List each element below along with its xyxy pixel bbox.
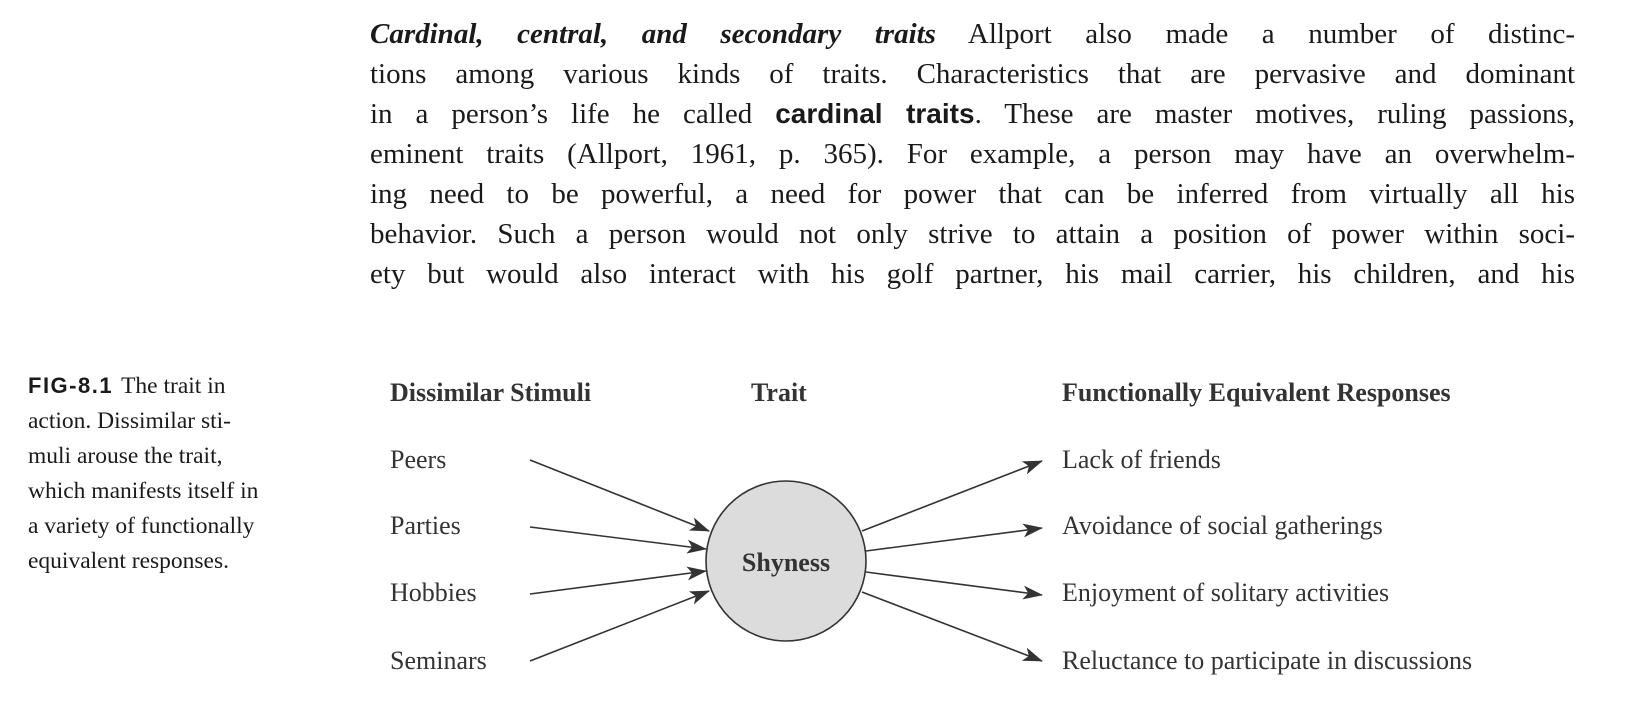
paragraph-text: in a person’s life he called xyxy=(370,98,753,130)
header-equivalent-responses: Functionally Equivalent Responses xyxy=(1062,378,1451,407)
caption-line-3: muli arouse the trait, xyxy=(28,443,223,469)
stimulus-arrow xyxy=(530,460,709,531)
header-trait: Trait xyxy=(751,378,807,407)
key-term: cardinal traits xyxy=(775,98,975,129)
stimulus-label: Parties xyxy=(390,511,461,540)
response-arrow xyxy=(862,592,1042,661)
paragraph-line-2: tions among various kinds of traits. Characteristics that are pervasive and dominant xyxy=(370,58,1575,90)
response-label: Enjoyment of solitary activities xyxy=(1062,578,1390,607)
caption-text: The trait in xyxy=(121,373,226,399)
caption-line-2: action. Dissimilar sti- xyxy=(28,408,231,434)
paragraph-line-6: behavior. Such a person would not only strive to attain a position of power within soci- xyxy=(370,218,1575,250)
header-dissimilar-stimuli: Dissimilar Stimuli xyxy=(390,378,592,407)
response-arrow xyxy=(866,528,1042,551)
stimulus-label: Peers xyxy=(390,445,447,474)
response-arrow xyxy=(866,572,1042,595)
stimulus-arrow xyxy=(530,527,706,549)
paragraph-text: . These are master motives, ruling passions, xyxy=(974,98,1575,130)
stimulus-arrow xyxy=(530,571,706,594)
paragraph-line-7: ety but would also interact with his golf partner, his mail carrier, his children, and his xyxy=(370,258,1575,290)
response-label: Avoidance of social gatherings xyxy=(1062,511,1383,540)
paragraph-line-5: ing need to be powerful, a need for power that can be inferred from virtually all his xyxy=(370,178,1575,210)
figure-label: FIG-8.1 xyxy=(28,373,114,398)
trait-label: Shyness xyxy=(741,548,831,577)
stimulus-label: Hobbies xyxy=(390,578,477,607)
response-label: Lack of friends xyxy=(1062,445,1221,474)
paragraph-text: Allport also made a number of distinc- xyxy=(967,18,1575,50)
stimulus-arrow xyxy=(530,591,709,661)
section-heading: Cardinal, central, and secondary traits xyxy=(370,18,936,50)
stimulus-label: Seminars xyxy=(390,646,487,675)
caption-line-5: a variety of functionally xyxy=(28,513,255,539)
caption-line-6: equivalent responses. xyxy=(28,548,230,574)
response-label: Reluctance to participate in discussions xyxy=(1062,646,1473,675)
response-arrow xyxy=(862,461,1042,531)
paragraph-line-4: eminent traits (Allport, 1961, p. 365). For example, a person may have an overwhelm- xyxy=(370,138,1575,170)
caption-line-4: which manifests itself in xyxy=(28,478,259,504)
